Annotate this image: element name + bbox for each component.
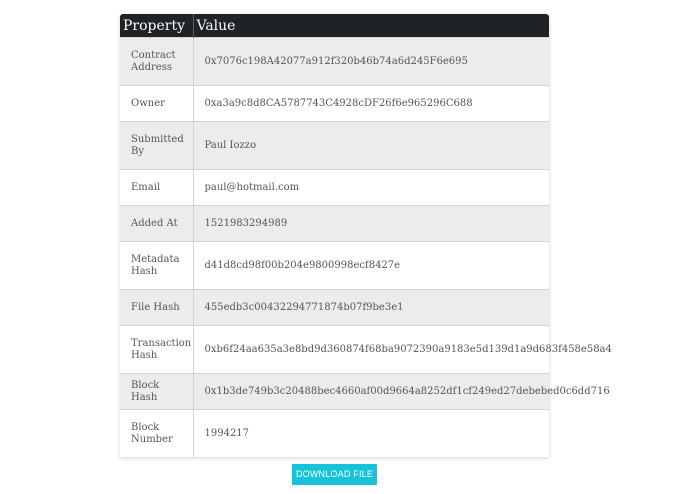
table-row-file-hash [120, 290, 549, 326]
property-table [120, 14, 612, 457]
row-label: Transaction Hash [120, 326, 193, 374]
row-value: 1521983294989 [193, 206, 549, 242]
table-row-contract-address [120, 38, 549, 86]
table-row-owner [120, 86, 549, 122]
column-header-value: Value [193, 14, 549, 38]
row-label: Owner [120, 86, 193, 122]
download-file-button[interactable]: DOWNLOAD FILE [292, 464, 377, 485]
row-label: Block Hash [120, 374, 193, 410]
row-label: Metadata Hash [120, 242, 193, 290]
property-table-container [120, 14, 612, 457]
table-header-row [120, 14, 549, 38]
row-value: 1994217 [193, 410, 549, 458]
table-row-transaction-hash [120, 326, 549, 374]
row-value: 0x1b3de749b3c20488bec4660af00d9664a8252df1cf249ed27debebed0c6dd716 [193, 374, 549, 410]
table-row-metadata-hash [120, 242, 549, 290]
row-label: Submitted By [120, 122, 193, 170]
table-row-added-at [120, 206, 549, 242]
row-label: Block Number [120, 410, 193, 458]
row-value: d41d8cd98f00b204e9800998ecf8427e [193, 242, 549, 290]
row-value: 0x7076c198A42077a912f320b46b74a6d245F6e695 [193, 38, 549, 86]
row-label: Contract Address [120, 38, 193, 86]
row-label: Added At [120, 206, 193, 242]
row-value: 0xa3a9c8d8CA5787743C4928cDF26f6e965296C688 [193, 86, 549, 122]
column-header-property: Property [120, 14, 193, 38]
table-row-block-hash [120, 374, 549, 410]
table-row-submitted-by [120, 122, 549, 170]
row-label: Email [120, 170, 193, 206]
row-label: File Hash [120, 290, 193, 326]
row-value: 0xb6f24aa635a3e8bd9d360874f68ba9072390a9183e5d139d1a9d683f458e58a4 [193, 326, 549, 374]
row-value: paul@hotmail.com [193, 170, 549, 206]
row-value: 455edb3c00432294771874b07f9be3e1 [193, 290, 549, 326]
row-value: Paul Iozzo [193, 122, 549, 170]
table-row-email [120, 170, 549, 206]
table-row-block-number [120, 410, 549, 458]
